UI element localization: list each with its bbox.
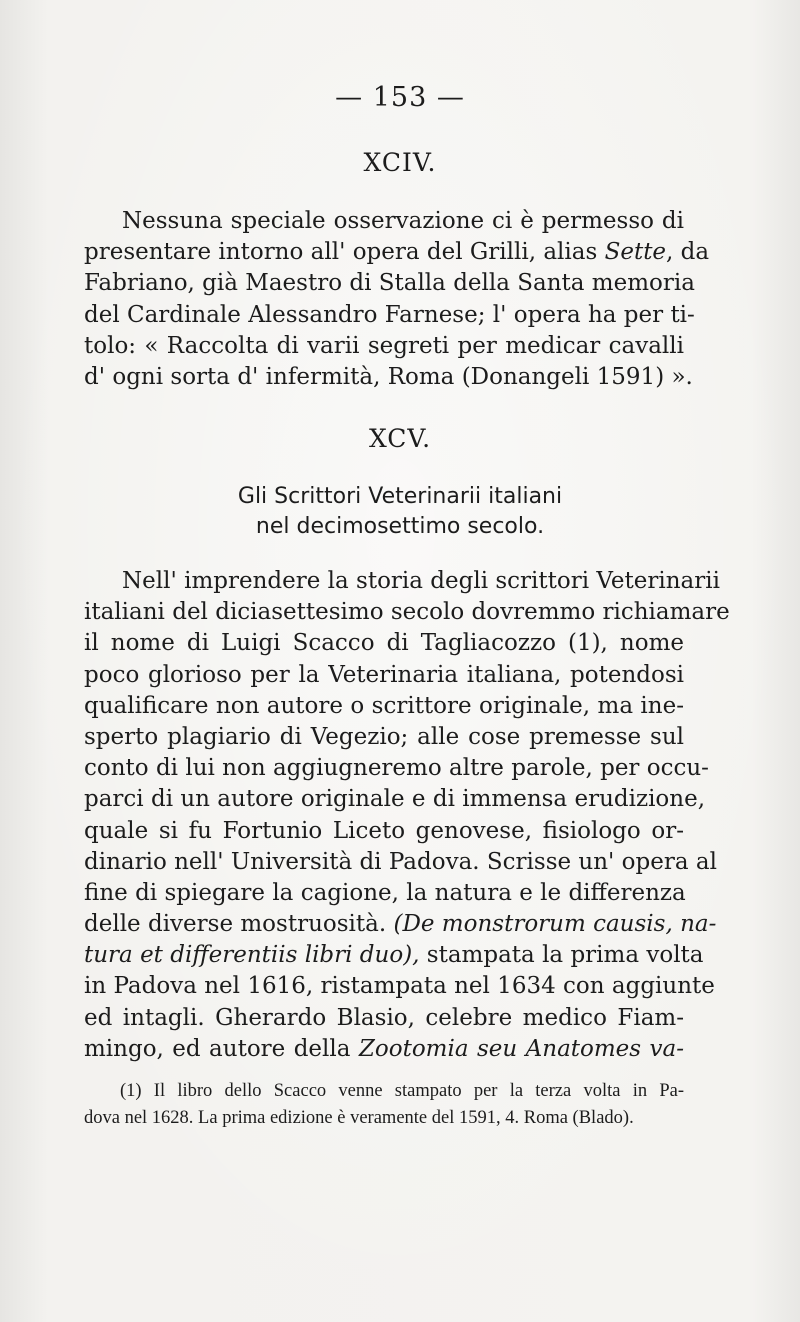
text-line: conto di lui non aggiugneremo altre parole, per occu- [84, 755, 709, 782]
section-title-line: Gli Scrittori Veterinarii italiani [237, 484, 563, 509]
text-fragment: delle diverse mostruosità. [84, 911, 394, 938]
text-fragment: presentare intorno all' opera del Grilli, alias [84, 239, 605, 266]
text-line: ed intagli. Gherardo Blasio, celebre medico Fiam- [84, 1004, 684, 1031]
text-line: sperto plagiario di Vegezio; alle cose premesse sul [84, 723, 684, 750]
text-line [84, 940, 704, 971]
paragraph-section-95 [84, 566, 730, 1065]
text-line: tolo: « Raccolta di varii segreti per medicar cavalli [84, 332, 684, 359]
text-line: poco glorioso per la Veterinaria italiana, potendosi [84, 661, 684, 688]
text-line: qualificare non autore o scrittore originale, ma ine- [84, 692, 684, 719]
section-numeral-94: XCIV. [363, 148, 437, 177]
text-line: il nome di Luigi Scacco di Tagliacozzo (1), nome [84, 630, 684, 657]
text-fragment: stampata la prima volta [419, 942, 704, 969]
italic-name-sette: Sette [604, 239, 667, 266]
section-title [0, 482, 800, 542]
text-fragment: mingo, ed autore della [84, 1035, 359, 1062]
text-line: quale si fu Fortunio Liceto genovese, fisiologo or- [84, 817, 684, 844]
paragraph-section-94 [84, 206, 710, 393]
italic-title-zootomia: Zootomia seu Anatomes va- [358, 1035, 684, 1062]
text-line [84, 909, 717, 940]
text-line [84, 237, 710, 268]
text-line: Fabriano, già Maestro di Stalla della Santa memoria [84, 270, 695, 297]
footnote-line: dova nel 1628. La prima edizione è veramente del 1591, 4. Roma (Blado). [84, 1108, 634, 1128]
text-line: italiani del diciasettesimo secolo dovremmo richiamare [84, 599, 730, 626]
text-line: parci di un autore originale e di immensa erudizione, [84, 786, 706, 813]
footnote-line: (1) Il libro dello Scacco venne stampato per la terza volta in Pa- [120, 1081, 684, 1101]
text-line: dinario nell' Università di Padova. Scrisse un' opera al [84, 848, 717, 875]
section-numeral-95: XCV. [368, 424, 432, 453]
footnote [84, 1078, 684, 1132]
text-line: d' ogni sorta d' infermità, Roma (Donangeli 1591) ». [84, 363, 693, 390]
text-line: Nell' imprendere la storia degli scrittori Veterinarii [122, 568, 720, 594]
text-line: Nessuna speciale osservazione ci è permesso di [122, 208, 684, 234]
text-line: del Cardinale Alessandro Farnese; l' opera ha per ti- [84, 301, 695, 328]
italic-title-latin: tura et differentiis libri duo), [84, 942, 420, 969]
section-title-line: nel decimosettimo secolo. [255, 514, 545, 539]
page-number: — 153 — [335, 82, 465, 113]
italic-title-latin: (De monstrorum causis, na- [393, 911, 717, 938]
text-line [84, 1034, 684, 1065]
text-line: in Padova nel 1616, ristampata nel 1634 con aggiunte [84, 973, 715, 1000]
text-line: fine di spiegare la cagione, la natura e le differenza [84, 879, 686, 906]
text-fragment: , da [666, 239, 710, 266]
